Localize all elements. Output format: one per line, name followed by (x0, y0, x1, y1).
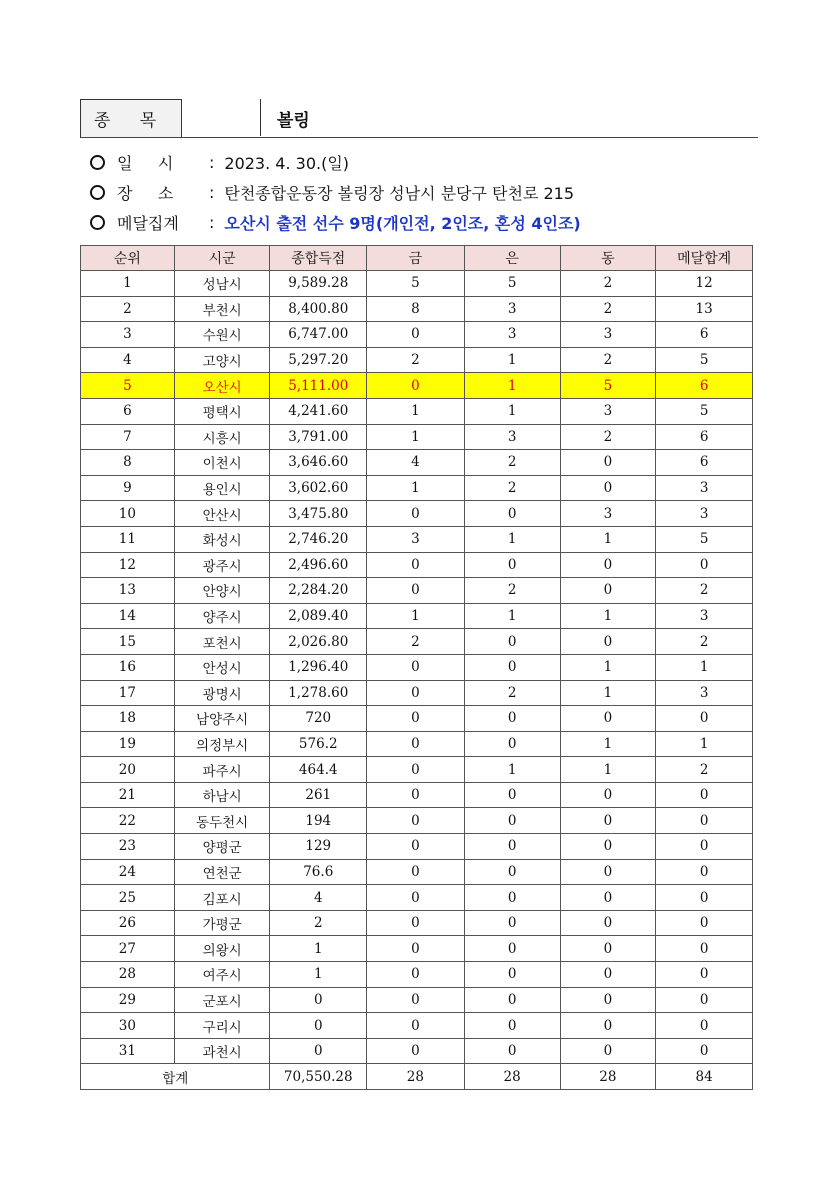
table-cell: 0 (464, 1013, 560, 1039)
table-cell: 0 (560, 834, 656, 860)
table-cell: 1 (656, 731, 753, 757)
table-cell: 0 (367, 885, 465, 911)
table-cell: 2,026.80 (270, 629, 367, 655)
table-row (81, 603, 753, 629)
table-cell: 3,475.80 (270, 501, 367, 527)
table-cell: 1 (367, 475, 465, 501)
table-row (81, 526, 753, 552)
table-cell: 16 (81, 654, 175, 680)
table-cell: 여주시 (174, 962, 270, 988)
table-row (81, 757, 753, 783)
table-cell: 5,297.20 (270, 347, 367, 373)
table-cell: 2 (560, 296, 656, 322)
table-cell: 2 (464, 475, 560, 501)
table-cell: 0 (270, 1013, 367, 1039)
table-cell: 21 (81, 782, 175, 808)
table-row (81, 271, 753, 297)
table-cell: 1 (81, 271, 175, 297)
table-cell: 10 (81, 501, 175, 527)
table-cell: 0 (367, 808, 465, 834)
table-cell: 3 (560, 501, 656, 527)
column-header: 종합득점 (270, 246, 367, 271)
table-cell: 4 (367, 450, 465, 476)
info-medal-value: 오산시 출전 선수 9명(개인전, 2인조, 혼성 4인조) (224, 214, 581, 233)
total-score: 70,550.28 (270, 1064, 367, 1090)
table-cell: 5 (367, 271, 465, 297)
table-cell: 5 (656, 526, 753, 552)
table-cell: 0 (560, 552, 656, 578)
table-cell: 0 (656, 834, 753, 860)
table-cell: 0 (656, 1038, 753, 1064)
table-cell: 0 (367, 654, 465, 680)
table-row (81, 885, 753, 911)
info-date-label: 일 시 (117, 154, 174, 173)
table-row (81, 450, 753, 476)
table-cell: 129 (270, 834, 367, 860)
table-row (81, 373, 753, 399)
table-cell: 3 (656, 603, 753, 629)
table-cell: 양평군 (174, 834, 270, 860)
table-cell: 7 (81, 424, 175, 450)
table-cell: 군포시 (174, 987, 270, 1013)
table-cell: 1 (464, 757, 560, 783)
table-cell: 1 (270, 962, 367, 988)
table-cell: 11 (81, 526, 175, 552)
table-cell: 1 (270, 936, 367, 962)
table-row (81, 808, 753, 834)
table-cell: 0 (656, 1013, 753, 1039)
table-cell: 0 (367, 731, 465, 757)
table-cell: 3,791.00 (270, 424, 367, 450)
table-cell: 2 (270, 910, 367, 936)
table-body (81, 271, 753, 1090)
table-cell: 22 (81, 808, 175, 834)
table-cell: 3 (464, 296, 560, 322)
table-cell: 31 (81, 1038, 175, 1064)
total-medals: 84 (656, 1064, 753, 1090)
table-row (81, 654, 753, 680)
table-cell: 이천시 (174, 450, 270, 476)
table-cell: 194 (270, 808, 367, 834)
table-cell: 3 (367, 526, 465, 552)
table-cell: 성남시 (174, 271, 270, 297)
table-cell: 4 (270, 885, 367, 911)
table-cell: 1 (464, 398, 560, 424)
total-row (81, 1064, 753, 1090)
table-cell: 4,241.60 (270, 398, 367, 424)
circle-bullet-icon (90, 185, 105, 200)
table-cell: 6 (656, 450, 753, 476)
table-cell: 1 (464, 526, 560, 552)
table-cell: 1 (464, 347, 560, 373)
table-cell: 2 (656, 578, 753, 604)
table-cell: 2,496.60 (270, 552, 367, 578)
sport-header (80, 99, 758, 138)
table-row (81, 475, 753, 501)
table-cell: 8 (81, 450, 175, 476)
table-cell: 0 (560, 936, 656, 962)
table-row (81, 1038, 753, 1064)
table-cell: 3 (81, 322, 175, 348)
table-cell: 0 (656, 910, 753, 936)
table-cell: 0 (560, 910, 656, 936)
table-cell: 0 (270, 987, 367, 1013)
table-row (81, 1013, 753, 1039)
circle-bullet-icon (90, 215, 105, 230)
table-cell: 0 (367, 936, 465, 962)
table-cell: 3 (560, 398, 656, 424)
table-cell: 남양주시 (174, 706, 270, 732)
table-cell: 27 (81, 936, 175, 962)
table-cell: 261 (270, 782, 367, 808)
table-cell: 3,602.60 (270, 475, 367, 501)
table-cell: 2 (367, 347, 465, 373)
table-cell: 0 (560, 962, 656, 988)
table-row (81, 552, 753, 578)
table-cell: 0 (464, 706, 560, 732)
table-cell: 1 (464, 603, 560, 629)
table-cell: 0 (464, 936, 560, 962)
table-cell: 2 (560, 271, 656, 297)
table-cell: 0 (656, 706, 753, 732)
table-cell: 1 (560, 603, 656, 629)
table-cell: 0 (367, 782, 465, 808)
table-cell: 부천시 (174, 296, 270, 322)
table-cell: 28 (81, 962, 175, 988)
table-cell: 0 (656, 808, 753, 834)
table-cell: 2 (367, 629, 465, 655)
table-cell: 8,400.80 (270, 296, 367, 322)
table-cell: 구리시 (174, 1013, 270, 1039)
table-row (81, 859, 753, 885)
table-cell: 1 (560, 680, 656, 706)
table-cell: 23 (81, 834, 175, 860)
table-cell: 13 (656, 296, 753, 322)
table-cell: 0 (464, 1038, 560, 1064)
table-cell: 수원시 (174, 322, 270, 348)
table-cell: 5 (656, 398, 753, 424)
table-cell: 0 (367, 373, 465, 399)
table-row (81, 680, 753, 706)
table-cell: 3,646.60 (270, 450, 367, 476)
table-cell: 양주시 (174, 603, 270, 629)
table-cell: 0 (367, 706, 465, 732)
table-row (81, 296, 753, 322)
table-cell: 0 (367, 501, 465, 527)
table-row (81, 962, 753, 988)
table-cell: 0 (367, 987, 465, 1013)
column-header: 시군 (174, 246, 270, 271)
total-label: 합계 (81, 1064, 270, 1090)
table-cell: 12 (81, 552, 175, 578)
table-cell: 김포시 (174, 885, 270, 911)
table-cell: 5 (560, 373, 656, 399)
table-cell: 3 (656, 475, 753, 501)
table-cell: 1 (367, 398, 465, 424)
table-cell: 의왕시 (174, 936, 270, 962)
column-header: 은 (464, 246, 560, 271)
table-cell: 76.6 (270, 859, 367, 885)
info-date: 일 시 : 2023. 4. 30.(일) (90, 151, 349, 174)
table-cell: 0 (560, 987, 656, 1013)
table-cell: 안양시 (174, 578, 270, 604)
column-header: 순위 (81, 246, 175, 271)
table-row (81, 398, 753, 424)
total-silver: 28 (464, 1064, 560, 1090)
table-cell: 2 (560, 347, 656, 373)
table-cell: 0 (656, 987, 753, 1013)
table-cell: 동두천시 (174, 808, 270, 834)
table-cell: 0 (656, 552, 753, 578)
info-medal-label: 메달집계 (117, 214, 179, 233)
table-cell: 5 (656, 347, 753, 373)
table-cell: 포천시 (174, 629, 270, 655)
table-cell: 1 (367, 424, 465, 450)
table-cell: 0 (464, 654, 560, 680)
table-cell: 8 (367, 296, 465, 322)
table-cell: 2,284.20 (270, 578, 367, 604)
table-cell: 0 (560, 782, 656, 808)
table-cell: 화성시 (174, 526, 270, 552)
table-cell: 시흥시 (174, 424, 270, 450)
table-header-row (81, 246, 753, 271)
table-cell: 1 (656, 654, 753, 680)
table-cell: 9 (81, 475, 175, 501)
table-cell: 0 (560, 859, 656, 885)
table-cell: 0 (560, 885, 656, 911)
table-cell: 1 (464, 373, 560, 399)
header-divider (180, 99, 261, 136)
table-cell: 5,111.00 (270, 373, 367, 399)
table-cell: 안성시 (174, 654, 270, 680)
table-cell: 2 (656, 629, 753, 655)
table-cell: 0 (367, 962, 465, 988)
table-cell: 0 (270, 1038, 367, 1064)
table-cell: 1,296.40 (270, 654, 367, 680)
table-cell: 연천군 (174, 859, 270, 885)
table-cell: 안산시 (174, 501, 270, 527)
table-row (81, 706, 753, 732)
table-cell: 0 (464, 962, 560, 988)
table-row (81, 424, 753, 450)
table-cell: 광주시 (174, 552, 270, 578)
table-cell: 24 (81, 859, 175, 885)
medal-table (80, 245, 753, 1090)
table-cell: 6 (656, 322, 753, 348)
table-row (81, 731, 753, 757)
table-row (81, 834, 753, 860)
table-cell: 0 (367, 1038, 465, 1064)
table-cell: 20 (81, 757, 175, 783)
table-cell: 0 (367, 680, 465, 706)
table-cell: 0 (560, 1013, 656, 1039)
table-cell: 6 (656, 373, 753, 399)
table-cell: 하남시 (174, 782, 270, 808)
table-row (81, 629, 753, 655)
table-cell: 14 (81, 603, 175, 629)
table-cell: 0 (367, 757, 465, 783)
table-cell: 12 (656, 271, 753, 297)
table-cell: 0 (464, 552, 560, 578)
table-cell: 3 (464, 322, 560, 348)
table-cell: 9,589.28 (270, 271, 367, 297)
table-row (81, 782, 753, 808)
table-row (81, 910, 753, 936)
column-header: 메달합계 (656, 246, 753, 271)
table-cell: 1 (560, 654, 656, 680)
table-cell: 0 (367, 859, 465, 885)
table-cell: 0 (367, 910, 465, 936)
table-cell: 0 (464, 885, 560, 911)
table-cell: 464.4 (270, 757, 367, 783)
info-medal-summary: 메달집계 : 오산시 출전 선수 9명(개인전, 2인조, 혼성 4인조) (90, 211, 581, 234)
table-cell: 0 (656, 885, 753, 911)
table-cell: 2 (464, 578, 560, 604)
table-cell: 5 (464, 271, 560, 297)
table-cell: 0 (560, 629, 656, 655)
table-cell: 0 (464, 501, 560, 527)
table-cell: 2 (81, 296, 175, 322)
table-cell: 0 (464, 910, 560, 936)
table-cell: 광명시 (174, 680, 270, 706)
table-cell: 720 (270, 706, 367, 732)
column-header: 동 (560, 246, 656, 271)
table-cell: 0 (656, 859, 753, 885)
table-row (81, 501, 753, 527)
table-cell: 19 (81, 731, 175, 757)
table-cell: 0 (464, 859, 560, 885)
table-cell: 2,089.40 (270, 603, 367, 629)
table-cell: 고양시 (174, 347, 270, 373)
info-venue-value: 탄천종합운동장 볼링장 성남시 분당구 탄천로 215 (224, 184, 575, 203)
table-cell: 0 (464, 808, 560, 834)
table-cell: 0 (367, 578, 465, 604)
table-row (81, 987, 753, 1013)
table-cell: 0 (367, 322, 465, 348)
total-gold: 28 (367, 1064, 465, 1090)
table-cell: 과천시 (174, 1038, 270, 1064)
column-header: 금 (367, 246, 465, 271)
sport-label: 종 목 (80, 99, 182, 137)
table-cell: 평택시 (174, 398, 270, 424)
table-cell: 2 (560, 424, 656, 450)
table-cell: 오산시 (174, 373, 270, 399)
table-cell: 0 (656, 936, 753, 962)
table-cell: 3 (560, 322, 656, 348)
table-cell: 용인시 (174, 475, 270, 501)
table-cell: 0 (560, 808, 656, 834)
table-cell: 1,278.60 (270, 680, 367, 706)
table-cell: 0 (464, 834, 560, 860)
table-cell: 가평군 (174, 910, 270, 936)
table-cell: 576.2 (270, 731, 367, 757)
table-cell: 15 (81, 629, 175, 655)
table-cell: 26 (81, 910, 175, 936)
table-row (81, 322, 753, 348)
table-cell: 2 (464, 680, 560, 706)
table-cell: 1 (560, 757, 656, 783)
table-cell: 0 (367, 1013, 465, 1039)
table-cell: 2,746.20 (270, 526, 367, 552)
table-cell: 1 (560, 526, 656, 552)
table-cell: 0 (464, 782, 560, 808)
table-cell: 6 (656, 424, 753, 450)
table-cell: 25 (81, 885, 175, 911)
table-cell: 0 (560, 706, 656, 732)
info-venue-label: 장 소 (117, 184, 174, 203)
table-cell: 0 (367, 834, 465, 860)
table-cell: 2 (656, 757, 753, 783)
sport-name: 볼링 (277, 111, 310, 131)
table-cell: 2 (464, 450, 560, 476)
table-cell: 0 (560, 475, 656, 501)
table-cell: 0 (560, 1038, 656, 1064)
table-cell: 6,747.00 (270, 322, 367, 348)
table-row (81, 347, 753, 373)
table-cell: 의정부시 (174, 731, 270, 757)
table-row (81, 578, 753, 604)
table-cell: 0 (464, 629, 560, 655)
table-cell: 0 (367, 552, 465, 578)
circle-bullet-icon (90, 155, 105, 170)
table-cell: 17 (81, 680, 175, 706)
info-venue: 장 소 : 탄천종합운동장 볼링장 성남시 분당구 탄천로 215 (90, 181, 574, 204)
info-date-value: 2023. 4. 30.(일) (224, 154, 350, 173)
table-cell: 18 (81, 706, 175, 732)
table-cell: 0 (656, 782, 753, 808)
table-cell: 파주시 (174, 757, 270, 783)
table-cell: 0 (560, 578, 656, 604)
table-cell: 1 (560, 731, 656, 757)
table-cell: 0 (560, 450, 656, 476)
table-cell: 0 (656, 962, 753, 988)
table-cell: 29 (81, 987, 175, 1013)
table-cell: 6 (81, 398, 175, 424)
table-row (81, 936, 753, 962)
table-cell: 3 (656, 501, 753, 527)
table-cell: 3 (656, 680, 753, 706)
table-cell: 0 (464, 987, 560, 1013)
table-cell: 30 (81, 1013, 175, 1039)
table-cell: 0 (464, 731, 560, 757)
table-cell: 4 (81, 347, 175, 373)
table-cell: 1 (367, 603, 465, 629)
table-cell: 3 (464, 424, 560, 450)
table-cell: 13 (81, 578, 175, 604)
total-bronze: 28 (560, 1064, 656, 1090)
table-cell: 5 (81, 373, 175, 399)
